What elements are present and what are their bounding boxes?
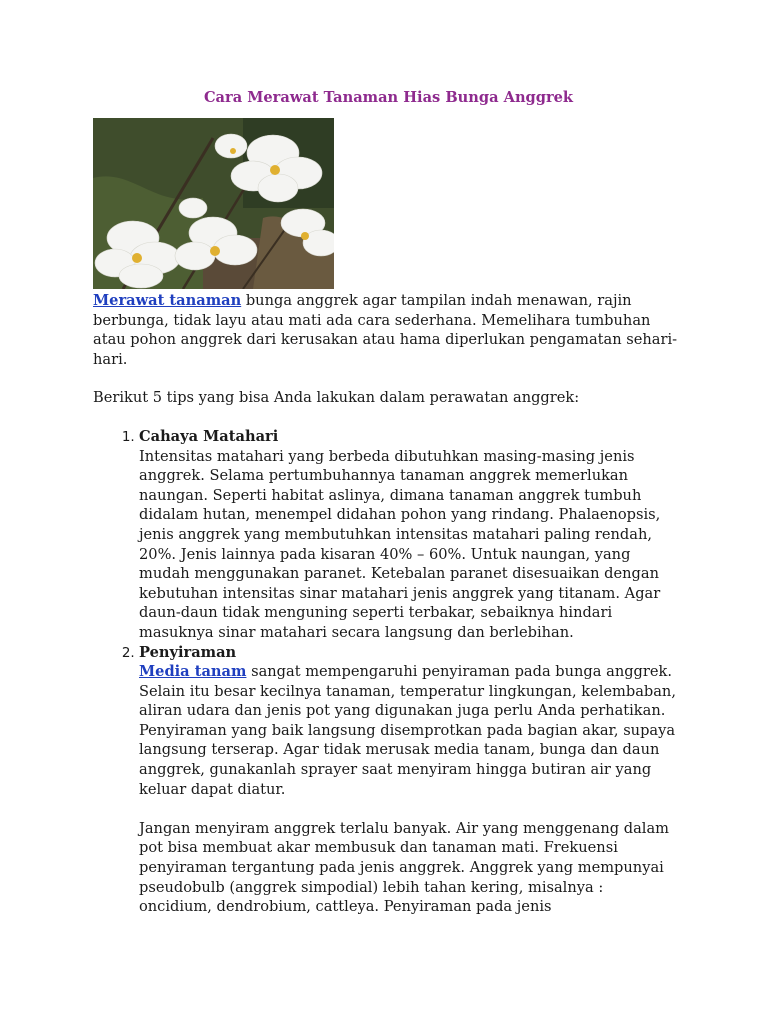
item-text-continued: Jangan menyiram anggrek terlalu banyak. Air yang menggenang dalam pot bisa membuat akar membusuk dan tanaman mati. Frekuensi penyiraman tergantung pada jenis anggrek. Anggrek yang mempunyai pseudobulb (anggrek simpodial) lebih tahan kering, misalnya : oncidium, dendrobium, cattleya. Penyiraman pada jenis — [139, 819, 669, 916]
orchid-photo — [93, 118, 334, 289]
list-item — [139, 643, 678, 917]
tips-intro: Berikut 5 tips yang bisa Anda lakukan dalam perawatan anggrek: — [93, 389, 580, 407]
intro-paragraph — [93, 291, 678, 369]
white-orchid-image — [93, 118, 334, 289]
document-title: Cara Merawat Tanaman Hias Bunga Anggrek — [203, 89, 574, 106]
item-text: sangat mempengaruhi penyiraman pada bunga anggrek. Selain itu besar kecilnya tanaman, temperatur lingkungan, kelembaban, aliran udara dan jenis pot yang digunakan juga perlu Anda perhatikan. Penyiraman yang baik langsung disemprotkan pada bagian akar, supaya langsung terserap. Agar tidak merusak media tanam, bunga dan daun anggrek, gunakanlah sprayer saat menyiram hingga butiran air yang keluar dapat diatur. — [139, 663, 676, 798]
item-title: 1. Cahaya Matahari — [139, 427, 279, 445]
list-item — [139, 427, 678, 643]
document-page — [93, 88, 678, 917]
merawat-tanaman-link[interactable]: Merawat tanaman — [93, 292, 242, 309]
media-tanam-link[interactable]: Media tanam — [139, 663, 247, 681]
tips-list — [93, 427, 678, 917]
item-title: 2. Penyiraman — [139, 643, 237, 661]
item-text: Intensitas matahari yang berbeda dibutuhkan masing-masing jenis anggrek. Selama pertumbuhannya tanaman anggrek memerlukan naungan. Seperti habitat aslinya, dimana tanaman anggrek tumbuh didalam hutan, menempel didahan pohon yang rindang. Phalaenopsis, jenis anggrek yang membutuhkan intensitas matahari paling rendah, 20%. Jenis lainnya pada kisaran 40% – 60%. Untuk naungan, yang mudah menggunakan paranet. Ketebalan paranet disesuaikan dengan kebutuhan intensitas sinar matahari jenis anggrek yang titanam. Agar daun-daun tidak menguning seperti terbakar, sebaiknya hindari masuknya sinar matahari secara langsung dan berlebihan. — [139, 447, 661, 641]
intro-text: bunga anggrek agar tampilan indah menawan, rajin berbunga, tidak layu atau mati ada cara sederhana. Memelihara tumbuhan atau pohon anggrek dari kerusakan atau hama diperlukan pengamatan sehari-hari. — [93, 292, 678, 368]
